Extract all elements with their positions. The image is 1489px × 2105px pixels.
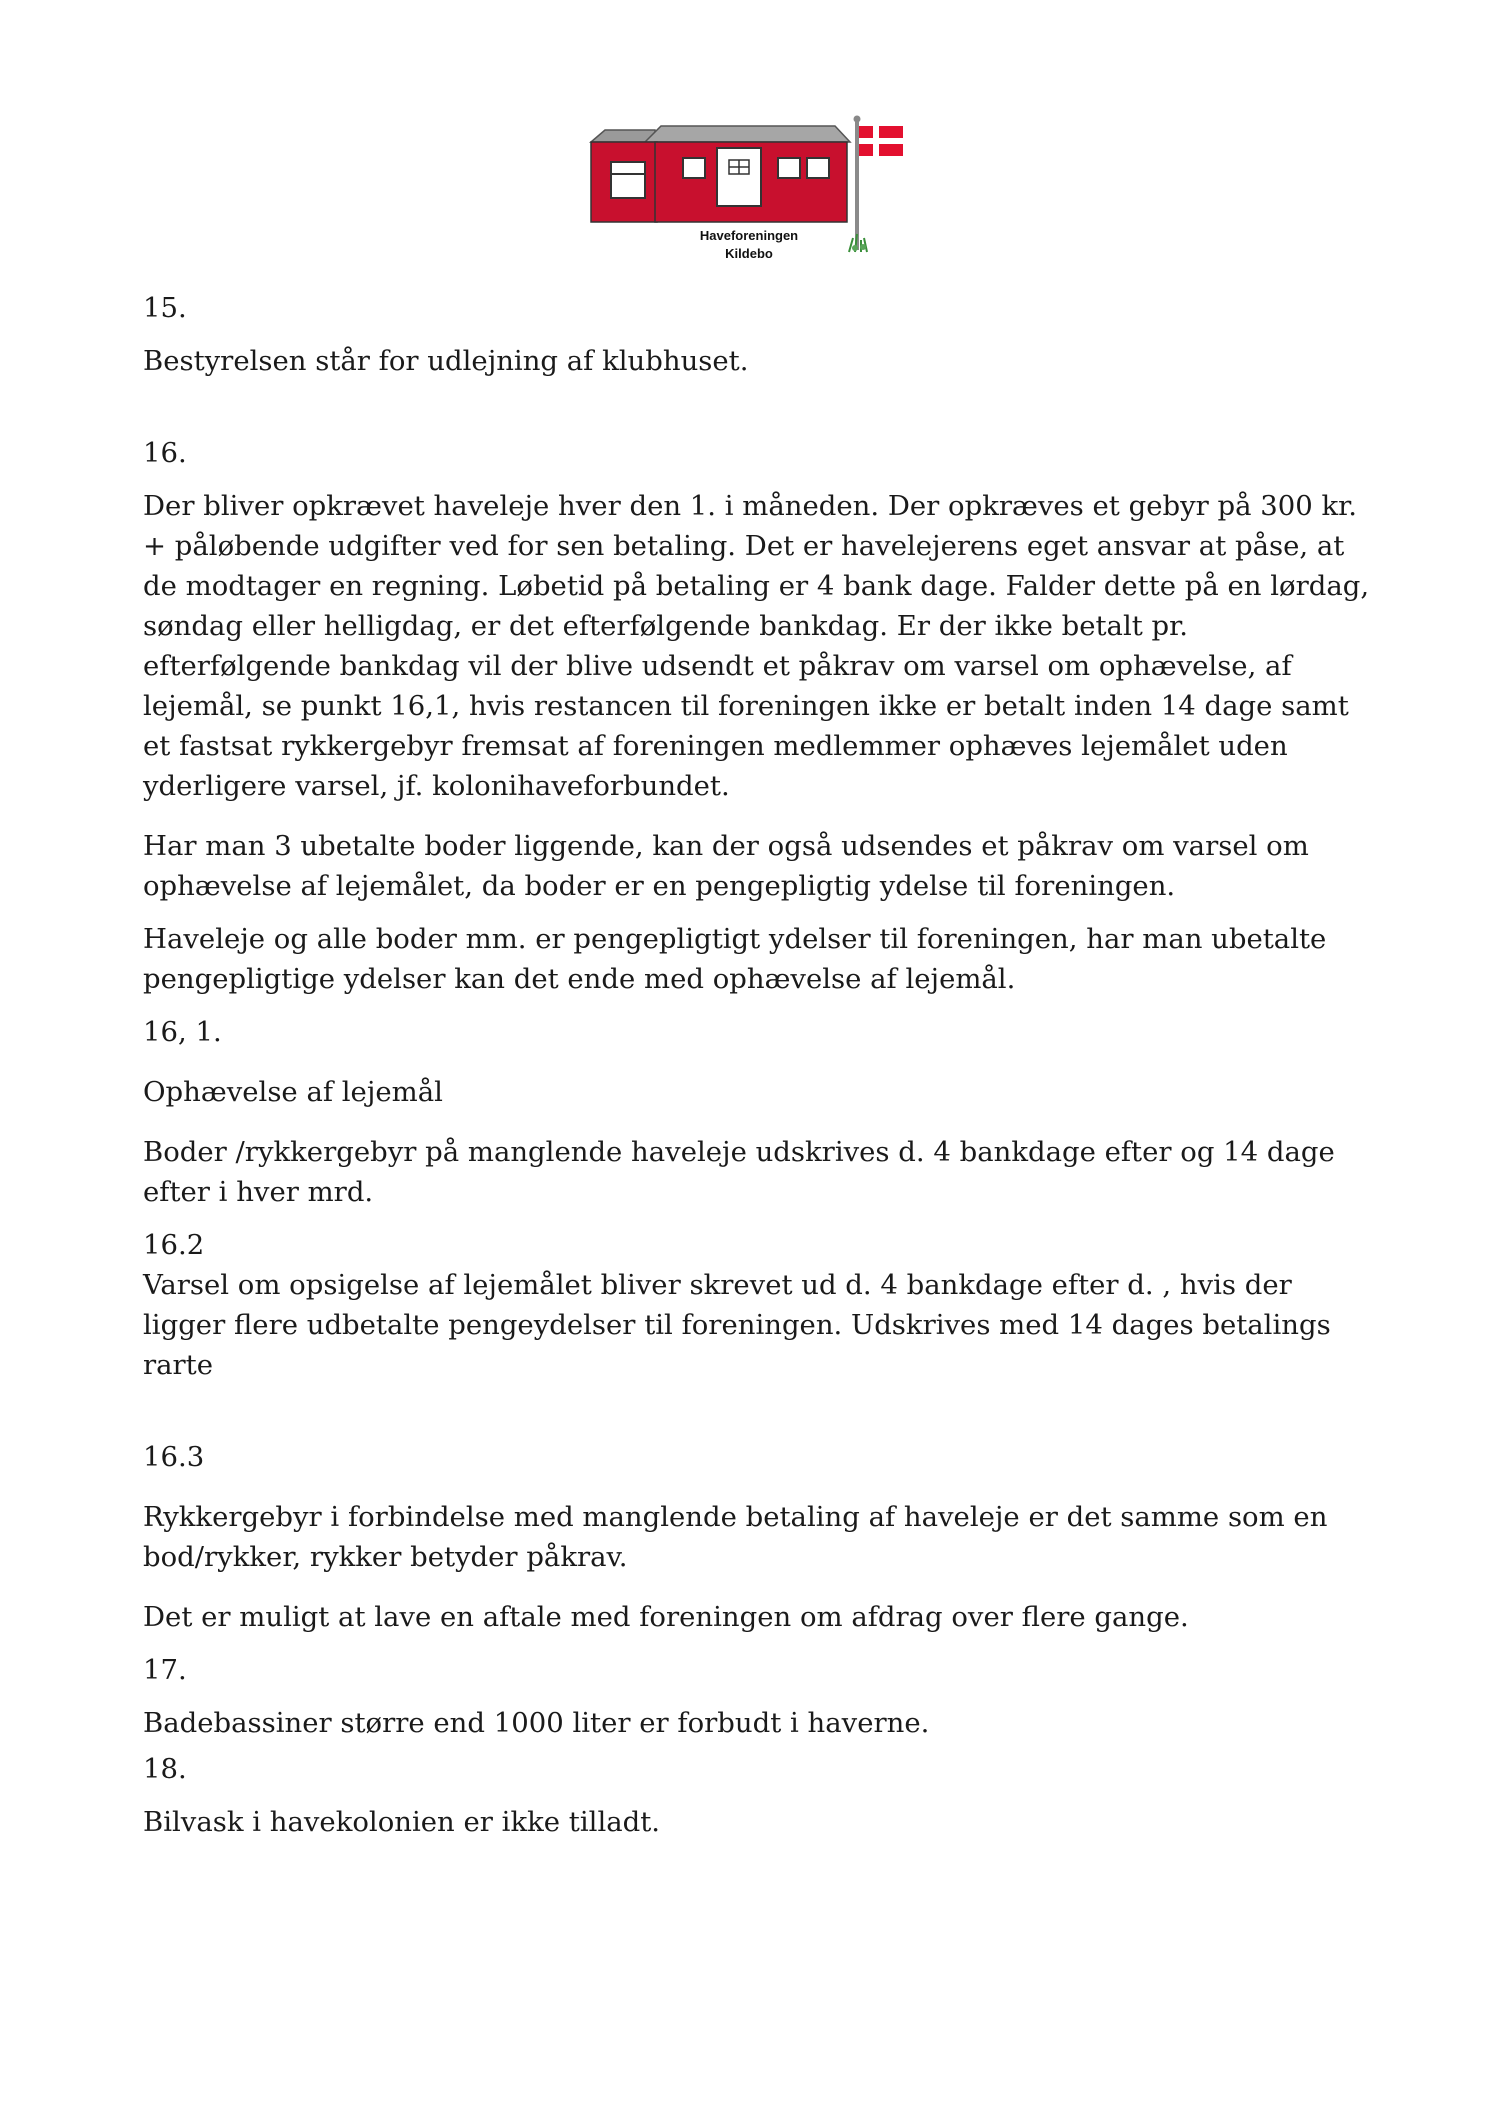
association-logo [585,112,905,262]
paragraph: Det er muligt at lave en aftale med foreningen om afdrag over flere gange. [143,1601,1189,1633]
door-icon [717,148,761,206]
section-heading-15: 15. [143,292,187,324]
roof-main [645,126,850,142]
section-heading-16: 16. [143,437,187,469]
section-heading-16-1: 16, 1. [143,1016,222,1048]
paragraph: Bilvask i havekolonien er ikke tilladt. [143,1806,661,1838]
paragraph: Ophævelse af lejemål [143,1076,443,1108]
paragraph: Der bliver opkrævet haveleje hver den 1. i måneden. Der opkræves et gebyr på 300 kr. + påløbende udgifter ved for sen betaling. Det er havelejerens eget ansvar at påse, at de modtager en regning. Løbetid på betaling er 4 bank dage. Falder dette på en lørdag, søndag eller helligdag, er det efterfølgende bankdag. Er der ikke betalt pr. efterfølgende bankdag vil der blive udsendt et påkrav om varsel om ophævelse, af lejemål, se punkt 16,1, hvis restancen til foreningen ikke er betalt inden 14 dage samt et fastsat rykkergebyr fremsat af foreningen medlemmer ophæves lejemålet uden yderligere varsel, jf. kolonihaveforbundet. [143,490,1370,802]
paragraph: Boder /rykkergebyr på manglende haveleje udskrives d. 4 bankdage efter og 14 dage efter i hver mrd. [143,1136,1335,1208]
window-icon [611,162,645,198]
section-heading-16-3: 16.3 [143,1441,205,1473]
danish-flag-icon [859,126,903,156]
logo-line-1: Haveforeningen [699,228,799,243]
roof-left [591,130,655,142]
paragraph: Har man 3 ubetalte boder liggende, kan der også udsendes et påkrav om varsel om ophævelse af lejemålet, da boder er en pengepligtig ydelse til foreningen. [143,830,1309,902]
section-heading-18: 18. [143,1753,187,1785]
paragraph: Badebassiner større end 1000 liter er forbudt i haverne. [143,1707,930,1739]
window-icon [807,158,829,178]
paragraph: Bestyrelsen står for udlejning af klubhuset. [143,345,749,377]
paragraph: Rykkergebyr i forbindelse med manglende betaling af haveleje er det samme som en bod/rykker, rykker betyder påkrav. [143,1501,1328,1573]
section-heading-17: 17. [143,1654,187,1686]
paragraph: Haveleje og alle boder mm. er pengepligtigt ydelser til foreningen, har man ubetalte pengepligtige ydelser kan det ende med ophævelse af lejemål. [143,923,1327,995]
paragraph: Varsel om opsigelse af lejemålet bliver skrevet ud d. 4 bankdage efter d. , hvis der ligger flere udbetalte pengeydelser til foreningen. Udskrives med 14 dages betalings rarte [143,1269,1331,1381]
section-heading-16-2: 16.2 [143,1229,205,1261]
window-icon [778,158,800,178]
document-body [143,288,1373,1842]
window-icon [683,158,705,178]
logo-line-2: Kildebo [725,246,773,261]
